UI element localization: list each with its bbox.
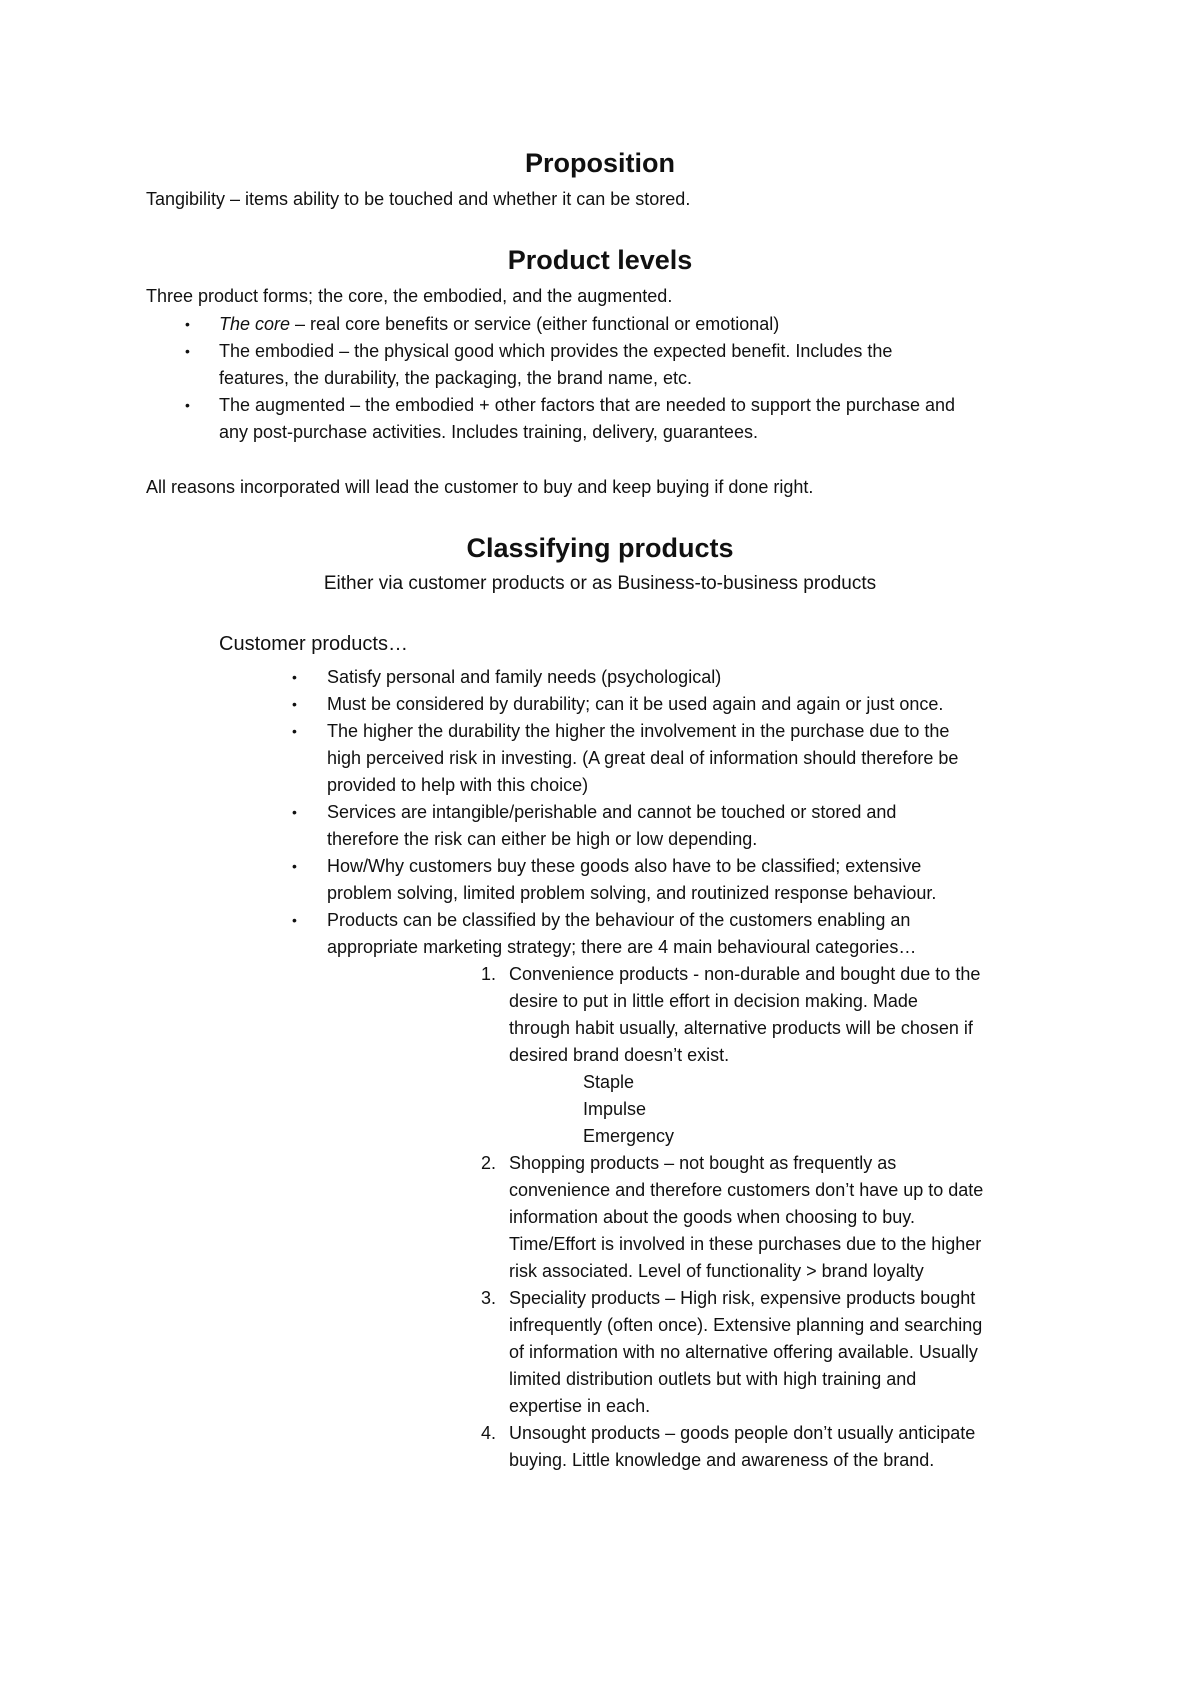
bullet-icon: • [292,804,297,820]
category-1-subitem-staple: Staple [583,1072,635,1092]
bullet-icon: • [185,316,190,332]
category-1-line4: desired brand doesn’t exist. [509,1045,730,1065]
heading-proposition: Proposition [525,148,675,178]
category-2-line5: risk associated. Level of functionality > brand loyalty [509,1261,924,1281]
bullet-icon: • [185,397,190,413]
category-1-subitem-impulse: Impulse [583,1099,647,1119]
product-level-augmented-line1: The augmented – the embodied + other factors that are needed to support the purchase and [219,395,956,415]
product-level-augmented-line2: any post-purchase activities. Includes training, delivery, guarantees. [219,422,758,442]
product-levels-intro: Three product forms; the core, the embodied, and the augmented. [146,286,673,306]
core-term: The core [219,314,291,334]
bullet-icon: • [185,343,190,359]
proposition-text: Tangibility – items ability to be touched and whether it can be stored. [146,189,691,209]
category-4-line2: buying. Little knowledge and awareness of the brand. [509,1450,935,1470]
product-levels-summary: All reasons incorporated will lead the customer to buy and keep buying if done right. [146,477,814,497]
heading-classifying-products: Classifying products [466,533,734,563]
category-2-line3: information about the goods when choosing to buy. [509,1207,915,1227]
category-2-line2: convenience and therefore customers don’t have up to date [509,1180,984,1200]
category-2-number: 2. [480,1153,496,1173]
customer-bullet-5-line2: problem solving, limited problem solving, and routinized response behaviour. [327,883,937,903]
category-3-line5: expertise in each. [509,1396,651,1416]
category-3-line4: limited distribution outlets but with high training and [509,1369,917,1389]
customer-bullet-5-line1: How/Why customers buy these goods also have to be classified; extensive [327,856,922,876]
product-level-core [219,311,779,338]
bullet-icon: • [292,858,297,874]
customer-bullet-4-line2: therefore the risk can either be high or low depending. [327,829,758,849]
category-2-line1: Shopping products – not bought as frequently as [509,1153,897,1173]
category-3-line3: of information with no alternative offering available. Usually [509,1342,978,1362]
category-1-line2: desire to put in little effort in decision making. Made [509,991,918,1011]
core-description: – real core benefits or service (either functional or emotional) [290,314,780,334]
customer-bullet-1-line1: Satisfy personal and family needs (psychological) [327,667,722,687]
bullet-icon: • [292,723,297,739]
customer-bullet-6-line1: Products can be classified by the behaviour of the customers enabling an [327,910,911,930]
category-4-number: 4. [480,1423,496,1443]
bullet-icon: • [292,696,297,712]
category-3-line1: Speciality products – High risk, expensive products bought [509,1288,976,1308]
category-1-line3: through habit usually, alternative products will be chosen if [509,1018,973,1038]
customer-bullet-3-line3: provided to help with this choice) [327,775,589,795]
customer-bullet-3-line2: high perceived risk in investing. (A great deal of information should therefore be [327,748,959,768]
product-level-embodied-line2: features, the durability, the packaging, the brand name, etc. [219,368,692,388]
classifying-subtitle: Either via customer products or as Business-to-business products [323,573,877,594]
customer-bullet-3-line1: The higher the durability the higher the involvement in the purchase due to the [327,721,950,741]
customer-bullet-4-line1: Services are intangible/perishable and cannot be touched or stored and [327,802,897,822]
customer-bullet-2-line1: Must be considered by durability; can it be used again and again or just once. [327,694,944,714]
category-2-line4: Time/Effort is involved in these purchases due to the higher [509,1234,982,1254]
category-3-number: 3. [480,1288,496,1308]
customer-products-heading: Customer products… [219,633,408,655]
category-1-subitem-emergency: Emergency [583,1126,675,1146]
category-1-line1: Convenience products - non-durable and bought due to the [509,964,981,984]
category-1-number: 1. [480,964,496,984]
customer-bullet-6-line2: appropriate marketing strategy; there are 4 main behavioural categories… [327,937,917,957]
bullet-icon: • [292,912,297,928]
category-3-line2: infrequently (often once). Extensive planning and searching [509,1315,983,1335]
bullet-icon: • [292,669,297,685]
heading-product-levels: Product levels [507,245,693,275]
category-4-line1: Unsought products – goods people don’t usually anticipate [509,1423,976,1443]
product-level-embodied-line1: The embodied – the physical good which provides the expected benefit. Includes the [219,341,893,361]
